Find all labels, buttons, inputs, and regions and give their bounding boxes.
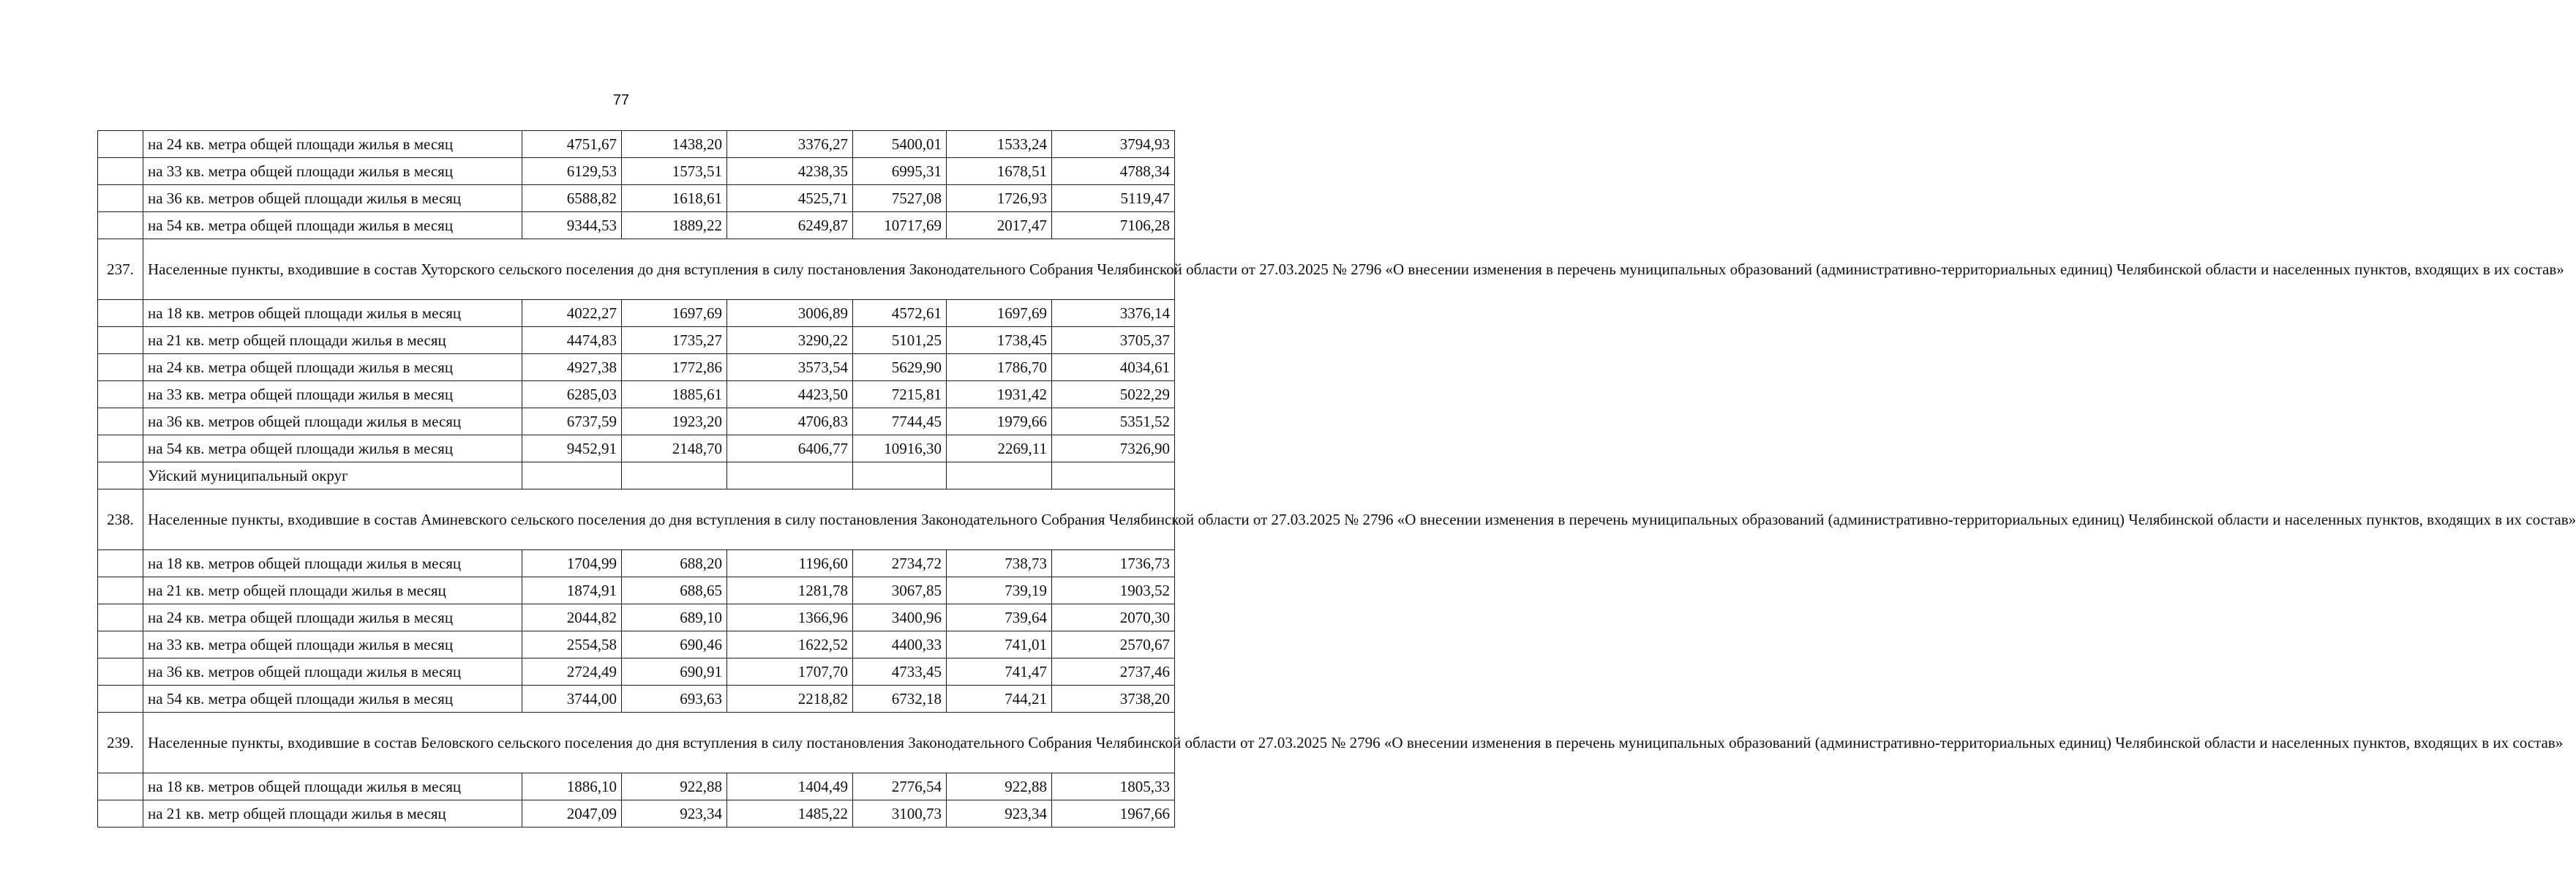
- value-cell: 5101,25: [853, 327, 947, 354]
- section-description: Населенные пункты, входившие в состав Беловского сельского поселения до дня вступления в силу постановления Законодательного Собрания Челябинской области от 27.03.2025 № 2796 «О внесении изменения в перечень муниципальных образований (административно-территориальных единиц) Челябинской области и населенных пунктов, входящих в их состав»: [143, 713, 1175, 773]
- value-cell: 2570,67: [1052, 631, 1175, 658]
- value-cell: 1735,27: [622, 327, 727, 354]
- value-cell: 922,88: [622, 773, 727, 800]
- row-number-cell: [98, 773, 143, 800]
- table-row: [98, 577, 1175, 604]
- row-number-cell: [98, 686, 143, 713]
- value-cell: 7744,45: [853, 408, 947, 435]
- tariff-table: [97, 130, 2576, 828]
- value-cell: 5351,52: [1052, 408, 1175, 435]
- value-cell: 10717,69: [853, 212, 947, 239]
- value-cell: 4474,83: [522, 327, 622, 354]
- value-cell: 2554,58: [522, 631, 622, 658]
- value-cell: 4733,45: [853, 658, 947, 686]
- value-cell: 1533,24: [947, 131, 1052, 158]
- value-cell: 1931,42: [947, 381, 1052, 408]
- row-number-cell: [98, 800, 143, 828]
- value-cell: 2017,47: [947, 212, 1052, 239]
- value-cell: 741,01: [947, 631, 1052, 658]
- row-number-cell: [98, 462, 143, 489]
- value-cell: 6995,31: [853, 158, 947, 185]
- value-cell: 1886,10: [522, 773, 622, 800]
- row-label: на 33 кв. метра общей площади жилья в месяц: [143, 381, 522, 408]
- value-cell: 4751,67: [522, 131, 622, 158]
- value-cell: 3006,89: [727, 300, 853, 327]
- value-cell: 9344,53: [522, 212, 622, 239]
- value-cell: 3400,96: [853, 604, 947, 631]
- value-cell: 2148,70: [622, 435, 727, 462]
- row-number-cell: [98, 327, 143, 354]
- row-label: на 36 кв. метров общей площади жилья в месяц: [143, 185, 522, 212]
- value-cell: 1707,70: [727, 658, 853, 686]
- value-cell: 1573,51: [622, 158, 727, 185]
- table-row: [98, 658, 1175, 686]
- value-cell: 6737,59: [522, 408, 622, 435]
- row-number-cell: [98, 300, 143, 327]
- value-cell: 7215,81: [853, 381, 947, 408]
- row-label: на 24 кв. метра общей площади жилья в месяц: [143, 604, 522, 631]
- value-cell: 4525,71: [727, 185, 853, 212]
- row-number-cell: [98, 354, 143, 381]
- row-number-cell: [98, 131, 143, 158]
- row-number-cell: [98, 408, 143, 435]
- row-label: на 21 кв. метр общей площади жилья в месяц: [143, 800, 522, 828]
- value-cell: 2776,54: [853, 773, 947, 800]
- value-cell: 6732,18: [853, 686, 947, 713]
- value-cell: 3376,27: [727, 131, 853, 158]
- value-cell: 1366,96: [727, 604, 853, 631]
- value-cell: 3794,93: [1052, 131, 1175, 158]
- row-number-cell: 239.: [98, 713, 143, 773]
- table-row: [98, 212, 1175, 239]
- row-label: на 24 кв. метра общей площади жилья в месяц: [143, 354, 522, 381]
- value-cell: 741,47: [947, 658, 1052, 686]
- value-cell: 690,91: [622, 658, 727, 686]
- value-cell: 3100,73: [853, 800, 947, 828]
- section-description: Населенные пункты, входившие в состав Аминевского сельского поселения до дня вступления в силу постановления Законодательного Собрания Челябинской области от 27.03.2025 № 2796 «О внесении изменения в перечень муниципальных образований (административно-территориальных единиц) Челябинской области и населенных пунктов, входящих в их состав»: [143, 489, 1175, 550]
- value-cell: 1697,69: [622, 300, 727, 327]
- value-cell: 4572,61: [853, 300, 947, 327]
- value-cell: [853, 462, 947, 489]
- value-cell: 1885,61: [622, 381, 727, 408]
- row-number-cell: [98, 631, 143, 658]
- row-number-cell: [98, 185, 143, 212]
- value-cell: 4927,38: [522, 354, 622, 381]
- table-row: [98, 686, 1175, 713]
- value-cell: 6249,87: [727, 212, 853, 239]
- table-row: [98, 550, 1175, 577]
- value-cell: 3573,54: [727, 354, 853, 381]
- value-cell: 739,19: [947, 577, 1052, 604]
- value-cell: 4706,83: [727, 408, 853, 435]
- value-cell: 7527,08: [853, 185, 947, 212]
- table-row: [98, 773, 1175, 800]
- value-cell: 7326,90: [1052, 435, 1175, 462]
- value-cell: 1805,33: [1052, 773, 1175, 800]
- value-cell: 5629,90: [853, 354, 947, 381]
- table-row: [98, 131, 1175, 158]
- row-label: на 33 кв. метра общей площади жилья в месяц: [143, 158, 522, 185]
- row-label: на 36 кв. метров общей площади жилья в месяц: [143, 408, 522, 435]
- value-cell: 1786,70: [947, 354, 1052, 381]
- value-cell: 1485,22: [727, 800, 853, 828]
- page-number: 77: [612, 92, 630, 108]
- value-cell: 2724,49: [522, 658, 622, 686]
- row-label: на 54 кв. метра общей площади жилья в месяц: [143, 435, 522, 462]
- row-number-cell: [98, 550, 143, 577]
- value-cell: 2047,09: [522, 800, 622, 828]
- value-cell: 1196,60: [727, 550, 853, 577]
- value-cell: 1967,66: [1052, 800, 1175, 828]
- row-label: на 21 кв. метр общей площади жилья в месяц: [143, 327, 522, 354]
- value-cell: 2218,82: [727, 686, 853, 713]
- value-cell: 1697,69: [947, 300, 1052, 327]
- value-cell: 1404,49: [727, 773, 853, 800]
- value-cell: 1618,61: [622, 185, 727, 212]
- value-cell: 690,46: [622, 631, 727, 658]
- value-cell: 1738,45: [947, 327, 1052, 354]
- row-number-cell: [98, 658, 143, 686]
- value-cell: 1704,99: [522, 550, 622, 577]
- value-cell: 4423,50: [727, 381, 853, 408]
- table-row: [98, 158, 1175, 185]
- value-cell: 739,64: [947, 604, 1052, 631]
- value-cell: [622, 462, 727, 489]
- table-row: [98, 435, 1175, 462]
- value-cell: 744,21: [947, 686, 1052, 713]
- section-header-row: [98, 239, 1175, 300]
- value-cell: 7106,28: [1052, 212, 1175, 239]
- value-cell: 6129,53: [522, 158, 622, 185]
- row-number-cell: [98, 212, 143, 239]
- value-cell: 3705,37: [1052, 327, 1175, 354]
- value-cell: 1874,91: [522, 577, 622, 604]
- value-cell: [522, 462, 622, 489]
- value-cell: 1622,52: [727, 631, 853, 658]
- row-number-cell: 238.: [98, 489, 143, 550]
- value-cell: 693,63: [622, 686, 727, 713]
- row-label: Уйский муниципальный округ: [143, 462, 522, 489]
- value-cell: 923,34: [947, 800, 1052, 828]
- table-row: [98, 327, 1175, 354]
- table-row: [98, 381, 1175, 408]
- value-cell: 2070,30: [1052, 604, 1175, 631]
- value-cell: 2044,82: [522, 604, 622, 631]
- row-label: на 54 кв. метра общей площади жилья в месяц: [143, 212, 522, 239]
- value-cell: 4788,34: [1052, 158, 1175, 185]
- section-header-row: [98, 713, 1175, 773]
- table-row: [98, 604, 1175, 631]
- value-cell: 738,73: [947, 550, 1052, 577]
- value-cell: 3067,85: [853, 577, 947, 604]
- table-body: [98, 131, 2576, 828]
- value-cell: 1281,78: [727, 577, 853, 604]
- value-cell: [727, 462, 853, 489]
- section-header-row: [98, 489, 1175, 550]
- row-label: на 33 кв. метра общей площади жилья в месяц: [143, 631, 522, 658]
- value-cell: 688,20: [622, 550, 727, 577]
- row-number-cell: [98, 381, 143, 408]
- row-number-cell: [98, 577, 143, 604]
- value-cell: 6588,82: [522, 185, 622, 212]
- row-label: на 36 кв. метров общей площади жилья в месяц: [143, 658, 522, 686]
- row-label: на 24 кв. метра общей площади жилья в месяц: [143, 131, 522, 158]
- value-cell: 9452,91: [522, 435, 622, 462]
- value-cell: 4034,61: [1052, 354, 1175, 381]
- row-number-cell: 237.: [98, 239, 143, 300]
- value-cell: 923,34: [622, 800, 727, 828]
- value-cell: 4022,27: [522, 300, 622, 327]
- value-cell: 1923,20: [622, 408, 727, 435]
- value-cell: 1726,93: [947, 185, 1052, 212]
- row-label: на 54 кв. метра общей площади жилья в месяц: [143, 686, 522, 713]
- row-label: на 18 кв. метров общей площади жилья в месяц: [143, 300, 522, 327]
- value-cell: 6285,03: [522, 381, 622, 408]
- value-cell: [947, 462, 1052, 489]
- value-cell: 688,65: [622, 577, 727, 604]
- value-cell: 922,88: [947, 773, 1052, 800]
- value-cell: 5022,29: [1052, 381, 1175, 408]
- value-cell: 5119,47: [1052, 185, 1175, 212]
- row-number-cell: [98, 158, 143, 185]
- table-row: [98, 300, 1175, 327]
- value-cell: 3738,20: [1052, 686, 1175, 713]
- value-cell: 10916,30: [853, 435, 947, 462]
- row-label: на 21 кв. метр общей площади жилья в месяц: [143, 577, 522, 604]
- value-cell: [1052, 462, 1175, 489]
- value-cell: 4400,33: [853, 631, 947, 658]
- value-cell: 3290,22: [727, 327, 853, 354]
- value-cell: 2737,46: [1052, 658, 1175, 686]
- value-cell: 3376,14: [1052, 300, 1175, 327]
- value-cell: 2734,72: [853, 550, 947, 577]
- value-cell: 1903,52: [1052, 577, 1175, 604]
- table-row: [98, 185, 1175, 212]
- section-description: Населенные пункты, входившие в состав Хуторского сельского поселения до дня вступления в силу постановления Законодательного Собрания Челябинской области от 27.03.2025 № 2796 «О внесении изменения в перечень муниципальных образований (административно-территориальных единиц) Челябинской области и населенных пунктов, входящих в их состав»: [143, 239, 1175, 300]
- value-cell: 1979,66: [947, 408, 1052, 435]
- row-number-cell: [98, 435, 143, 462]
- table-row: [98, 408, 1175, 435]
- value-cell: 6406,77: [727, 435, 853, 462]
- value-cell: 4238,35: [727, 158, 853, 185]
- table-row: [98, 631, 1175, 658]
- value-cell: 689,10: [622, 604, 727, 631]
- value-cell: 1736,73: [1052, 550, 1175, 577]
- value-cell: 1772,86: [622, 354, 727, 381]
- value-cell: 1678,51: [947, 158, 1052, 185]
- value-cell: 1438,20: [622, 131, 727, 158]
- row-label: на 18 кв. метров общей площади жилья в месяц: [143, 550, 522, 577]
- row-number-cell: [98, 604, 143, 631]
- value-cell: 1889,22: [622, 212, 727, 239]
- value-cell: 5400,01: [853, 131, 947, 158]
- value-cell: 3744,00: [522, 686, 622, 713]
- table-row: [98, 462, 1175, 489]
- table-row: [98, 354, 1175, 381]
- row-label: на 18 кв. метров общей площади жилья в месяц: [143, 773, 522, 800]
- value-cell: 2269,11: [947, 435, 1052, 462]
- table-row: [98, 800, 1175, 828]
